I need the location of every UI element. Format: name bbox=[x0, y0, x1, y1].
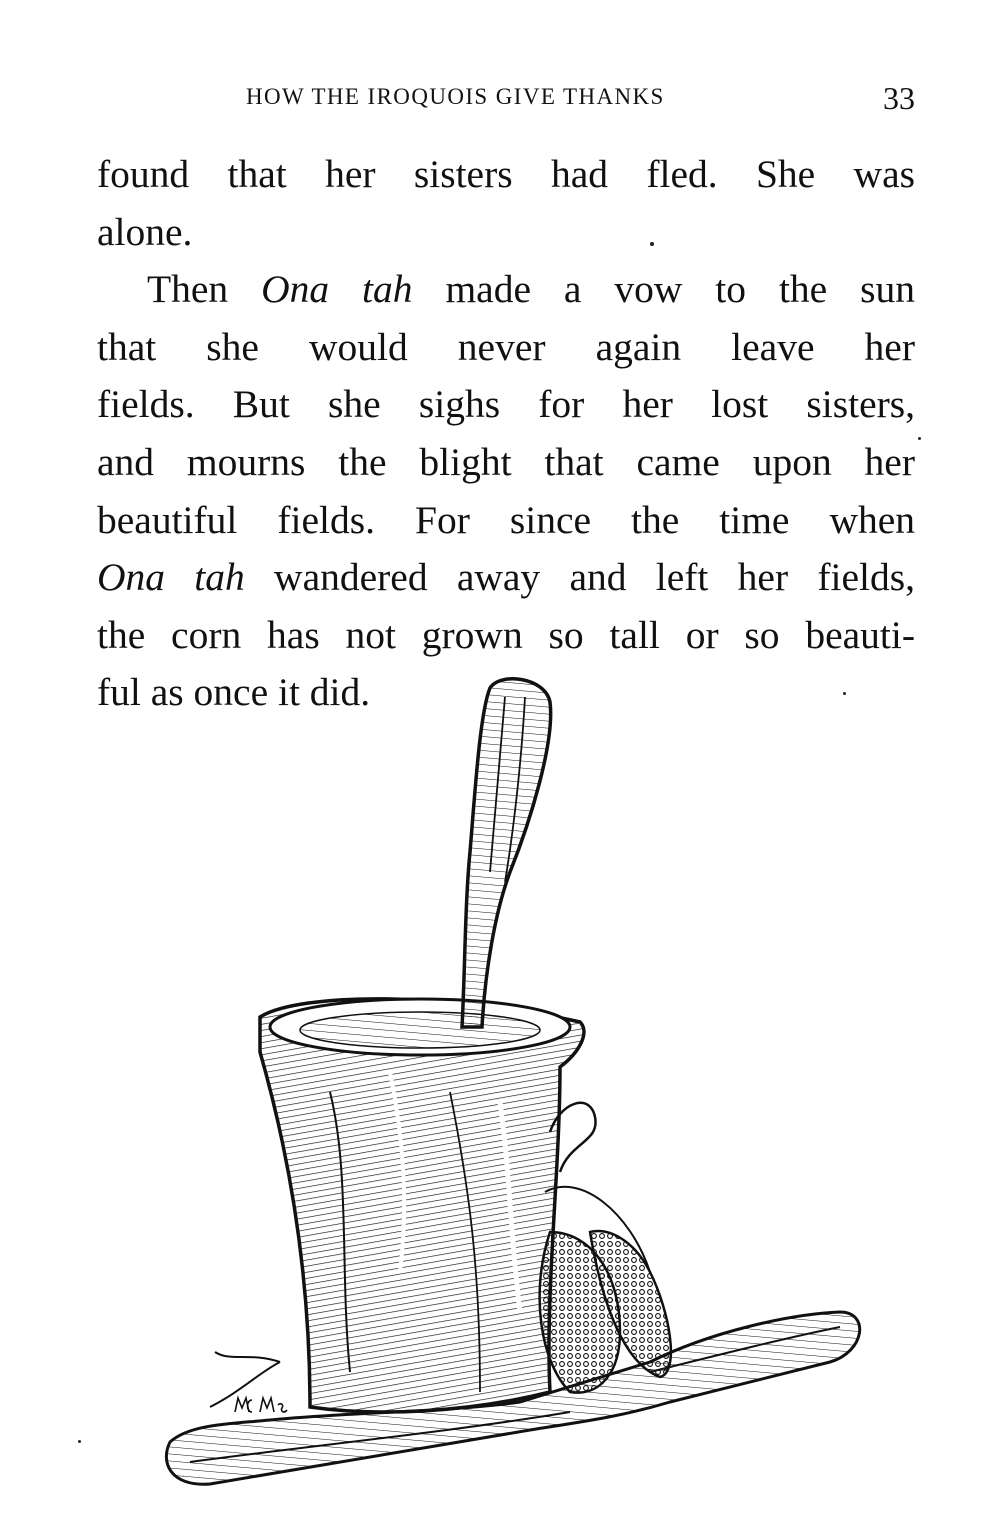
text-segment: Then bbox=[147, 267, 262, 312]
text-line bbox=[97, 376, 915, 434]
text-segment: found that her sisters had fled. She was bbox=[97, 152, 915, 196]
running-head bbox=[98, 80, 915, 120]
page-number: 33 bbox=[883, 80, 915, 116]
text-segment: the corn has not grown so tall or so beauti- bbox=[97, 612, 915, 657]
mortar bbox=[260, 999, 584, 1412]
upright-pestle bbox=[462, 679, 551, 1027]
body-text bbox=[97, 146, 915, 722]
artist-signature bbox=[235, 1398, 287, 1412]
text-segment: and mourns the blight that came upon her bbox=[97, 439, 915, 484]
text-segment: ful as once it did. bbox=[97, 670, 371, 715]
text-segment: beautiful fields. For since the time when bbox=[97, 497, 915, 542]
print-speck bbox=[918, 437, 921, 440]
mortar-and-pestle-illustration bbox=[150, 672, 870, 1512]
italic-name: Ona tah bbox=[97, 555, 245, 600]
text-segment: made a vow to the sun bbox=[412, 267, 915, 312]
text-line bbox=[97, 434, 915, 492]
text-line bbox=[97, 204, 915, 262]
print-speck bbox=[78, 1440, 81, 1443]
text-segment: fields. But she sighs for her lost sisters, bbox=[97, 382, 915, 427]
print-speck bbox=[843, 692, 846, 695]
text-line bbox=[97, 319, 915, 377]
text-line bbox=[97, 549, 915, 607]
running-title: HOW THE IROQUOIS GIVE THANKS bbox=[246, 84, 665, 109]
italic-name: Ona tah bbox=[261, 267, 413, 312]
text-segment: that she would never again leave her bbox=[97, 324, 915, 369]
text-segment: alone. bbox=[97, 209, 193, 254]
text-line bbox=[97, 607, 915, 665]
text-line bbox=[97, 146, 915, 204]
text-line bbox=[97, 492, 915, 550]
text-line bbox=[97, 261, 915, 319]
print-speck bbox=[650, 242, 654, 246]
text-segment: wandered away and left her fields, bbox=[244, 555, 916, 600]
